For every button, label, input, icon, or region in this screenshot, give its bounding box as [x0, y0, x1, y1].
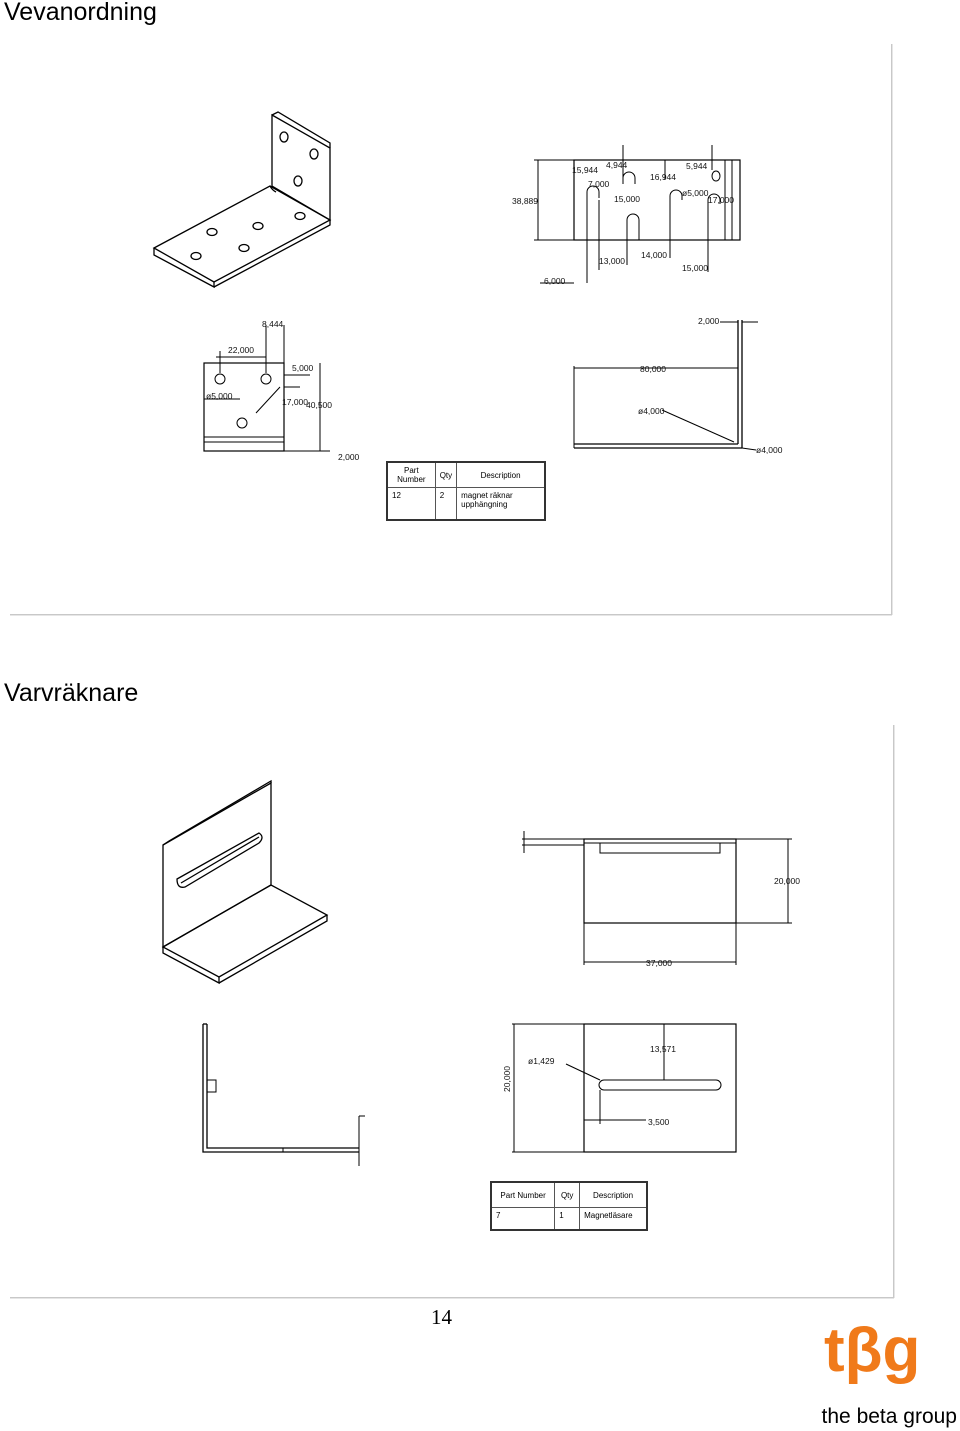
dim-label: 15,000 — [614, 194, 640, 204]
dim-label: 5,000 — [292, 363, 314, 373]
angle-top-view — [510, 825, 810, 970]
sheet-border-right — [893, 725, 894, 1298]
parts-table — [386, 461, 546, 521]
drawing-sheet-varvraknare — [10, 725, 894, 1298]
table-cell: Magnetläsare — [580, 1208, 647, 1230]
page-number: 14 — [431, 1305, 452, 1329]
dim-label: 16,944 — [650, 172, 676, 182]
dim-label: ø4,000 — [638, 406, 665, 416]
dim-label: ø4,000 — [756, 445, 783, 455]
bracket-bend-view — [570, 310, 790, 460]
dim-label: 15,000 — [682, 263, 708, 273]
dim-label: 3,500 — [648, 1117, 670, 1127]
dim-label: 14,000 — [641, 250, 667, 260]
parts-table — [490, 1181, 648, 1231]
table-header-row — [491, 1182, 647, 1208]
dim-label: 6,000 — [544, 276, 566, 286]
dim-label: 8,444 — [262, 319, 284, 329]
table-row — [491, 1208, 647, 1230]
column-header: Qty — [435, 462, 456, 488]
column-header: Part Number — [491, 1182, 555, 1208]
tbg-logo-mark — [822, 1305, 950, 1401]
dim-label: 15,944 — [572, 165, 598, 175]
dim-label: 2,000 — [338, 452, 360, 462]
dim-label: ø1,429 — [528, 1056, 555, 1066]
bracket-front-view — [510, 140, 760, 300]
dim-label: 7,000 — [588, 179, 610, 189]
dim-label: ø5,000 — [206, 391, 233, 401]
column-header: Description — [457, 462, 545, 488]
dim-label: 40,500 — [306, 400, 332, 410]
sheet-border-right — [891, 44, 892, 615]
table-header-row — [387, 462, 545, 488]
dim-label: 22,000 — [228, 345, 254, 355]
dim-label: 2,000 — [698, 316, 720, 326]
table-cell: 2 — [435, 488, 456, 520]
dim-label: 5,944 — [686, 161, 708, 171]
angle-front-view — [500, 1020, 750, 1160]
table-cell: 1 — [555, 1208, 580, 1230]
dim-height: 38,889 — [512, 196, 538, 206]
bracket-side-view — [200, 315, 370, 465]
dim-label: 4,944 — [606, 160, 628, 170]
dim-label: 20,000 — [774, 876, 800, 886]
column-header: Description — [580, 1182, 647, 1208]
sheet-border-bottom — [10, 614, 892, 615]
dim-label: 13,000 — [599, 256, 625, 266]
dim-label: ø5,000 — [682, 188, 709, 198]
table-row — [387, 488, 545, 520]
table-cell: 12 — [387, 488, 435, 520]
angle-side-view — [195, 1020, 375, 1170]
table-cell: magnet räknar upphängning — [457, 488, 545, 520]
bracket-isometric-view — [150, 110, 340, 290]
angle-isometric-view — [155, 775, 335, 985]
column-header: Qty — [555, 1182, 580, 1208]
column-header: Part Number — [387, 462, 435, 488]
logo-mark-text: tβg — [824, 1316, 921, 1385]
section-title-vevanordning: Vevanordning — [4, 0, 157, 26]
company-name: the beta group — [821, 1405, 957, 1428]
dim-label: 17,000 — [282, 397, 308, 407]
dim-label: 37,000 — [646, 958, 672, 968]
sheet-border-bottom — [10, 1297, 894, 1298]
table-cell: 7 — [491, 1208, 555, 1230]
dim-label: 17,000 — [708, 195, 734, 205]
section-title-varvraknare: Varvräknare — [4, 679, 139, 707]
dim-label: 80,000 — [640, 364, 666, 374]
dim-label: 20,000 — [502, 1066, 512, 1092]
dim-label: 13,571 — [650, 1044, 676, 1054]
